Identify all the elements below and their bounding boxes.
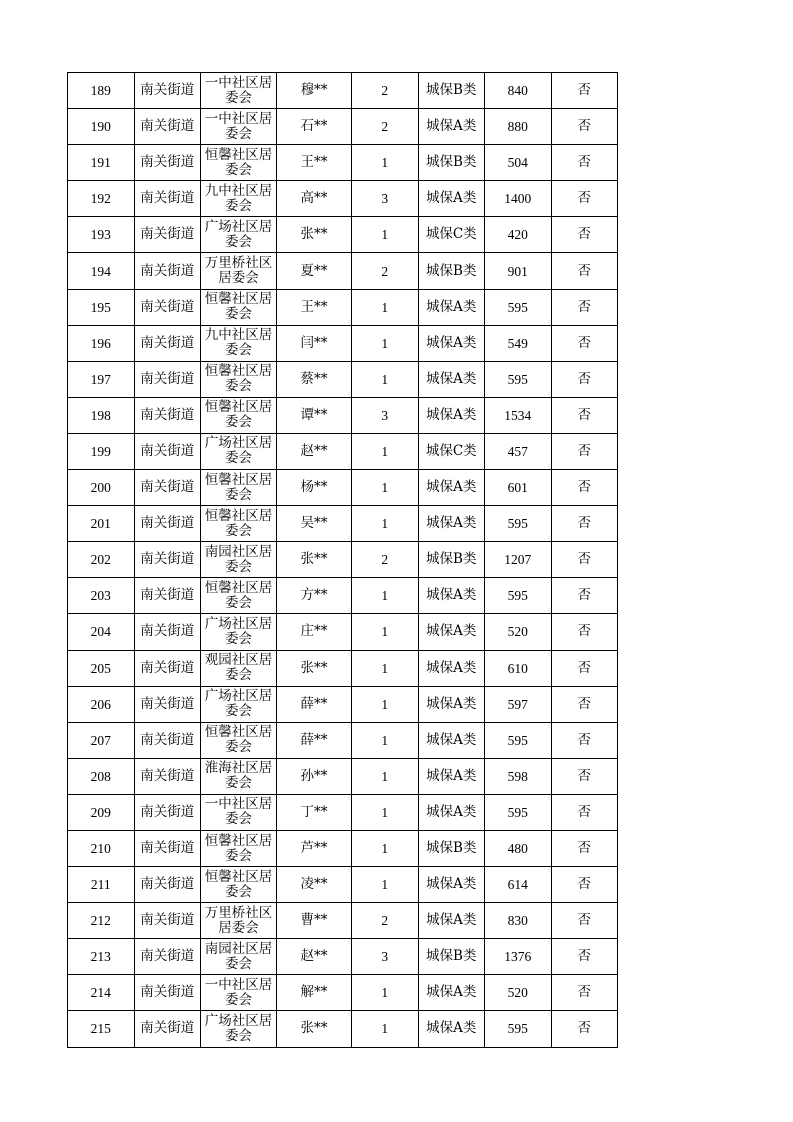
members-cell: 1 xyxy=(352,506,419,542)
amount-cell: 901 xyxy=(485,253,552,289)
members-cell: 3 xyxy=(352,397,419,433)
table-row xyxy=(68,289,618,325)
community-cell: 恒馨社区居委会 xyxy=(201,397,277,433)
category-cell: 城保A类 xyxy=(418,578,485,614)
row-number: 205 xyxy=(68,650,135,686)
street-cell: 南关街道 xyxy=(134,506,201,542)
members-cell: 1 xyxy=(352,867,419,903)
name-cell: 闫** xyxy=(277,325,352,361)
community-cell: 一中社区居委会 xyxy=(201,73,277,109)
amount-cell: 840 xyxy=(485,73,552,109)
amount-cell: 1534 xyxy=(485,397,552,433)
street-cell: 南关街道 xyxy=(134,867,201,903)
flag-cell: 否 xyxy=(551,361,618,397)
table-row xyxy=(68,975,618,1011)
members-cell: 2 xyxy=(352,73,419,109)
members-cell: 1 xyxy=(352,433,419,469)
amount-cell: 610 xyxy=(485,650,552,686)
amount-cell: 830 xyxy=(485,903,552,939)
table-row xyxy=(68,794,618,830)
name-cell: 高** xyxy=(277,181,352,217)
street-cell: 南关街道 xyxy=(134,650,201,686)
row-number: 195 xyxy=(68,289,135,325)
name-cell: 解** xyxy=(277,975,352,1011)
category-cell: 城保B类 xyxy=(418,73,485,109)
category-cell: 城保B类 xyxy=(418,939,485,975)
category-cell: 城保A类 xyxy=(418,614,485,650)
flag-cell: 否 xyxy=(551,758,618,794)
table-row xyxy=(68,253,618,289)
name-cell: 张** xyxy=(277,542,352,578)
table-row xyxy=(68,758,618,794)
row-number: 198 xyxy=(68,397,135,433)
table-row xyxy=(68,903,618,939)
amount-cell: 520 xyxy=(485,975,552,1011)
flag-cell: 否 xyxy=(551,470,618,506)
amount-cell: 601 xyxy=(485,470,552,506)
name-cell: 曹** xyxy=(277,903,352,939)
street-cell: 南关街道 xyxy=(134,542,201,578)
street-cell: 南关街道 xyxy=(134,939,201,975)
name-cell: 夏** xyxy=(277,253,352,289)
table-row xyxy=(68,325,618,361)
community-cell: 万里桥社区居委会 xyxy=(201,903,277,939)
table-row xyxy=(68,181,618,217)
name-cell: 方** xyxy=(277,578,352,614)
members-cell: 3 xyxy=(352,939,419,975)
amount-cell: 598 xyxy=(485,758,552,794)
amount-cell: 614 xyxy=(485,867,552,903)
category-cell: 城保A类 xyxy=(418,686,485,722)
street-cell: 南关街道 xyxy=(134,722,201,758)
street-cell: 南关街道 xyxy=(134,903,201,939)
community-cell: 广场社区居委会 xyxy=(201,686,277,722)
row-number: 207 xyxy=(68,722,135,758)
flag-cell: 否 xyxy=(551,939,618,975)
flag-cell: 否 xyxy=(551,614,618,650)
street-cell: 南关街道 xyxy=(134,614,201,650)
row-number: 189 xyxy=(68,73,135,109)
members-cell: 3 xyxy=(352,181,419,217)
row-number: 199 xyxy=(68,433,135,469)
row-number: 194 xyxy=(68,253,135,289)
members-cell: 1 xyxy=(352,686,419,722)
members-cell: 1 xyxy=(352,830,419,866)
row-number: 211 xyxy=(68,867,135,903)
table-row xyxy=(68,145,618,181)
table-row xyxy=(68,722,618,758)
category-cell: 城保A类 xyxy=(418,109,485,145)
row-number: 200 xyxy=(68,470,135,506)
members-cell: 1 xyxy=(352,470,419,506)
flag-cell: 否 xyxy=(551,289,618,325)
name-cell: 蔡** xyxy=(277,361,352,397)
community-cell: 广场社区居委会 xyxy=(201,614,277,650)
category-cell: 城保A类 xyxy=(418,650,485,686)
members-cell: 1 xyxy=(352,578,419,614)
community-cell: 一中社区居委会 xyxy=(201,794,277,830)
amount-cell: 595 xyxy=(485,506,552,542)
amount-cell: 597 xyxy=(485,686,552,722)
table-row xyxy=(68,542,618,578)
table-body xyxy=(68,73,618,1048)
category-cell: 城保A类 xyxy=(418,867,485,903)
row-number: 204 xyxy=(68,614,135,650)
community-cell: 广场社区居委会 xyxy=(201,217,277,253)
flag-cell: 否 xyxy=(551,73,618,109)
name-cell: 张** xyxy=(277,217,352,253)
amount-cell: 595 xyxy=(485,722,552,758)
name-cell: 王** xyxy=(277,289,352,325)
street-cell: 南关街道 xyxy=(134,830,201,866)
members-cell: 2 xyxy=(352,109,419,145)
amount-cell: 595 xyxy=(485,361,552,397)
category-cell: 城保A类 xyxy=(418,361,485,397)
amount-cell: 549 xyxy=(485,325,552,361)
category-cell: 城保A类 xyxy=(418,722,485,758)
category-cell: 城保A类 xyxy=(418,975,485,1011)
community-cell: 观园社区居委会 xyxy=(201,650,277,686)
name-cell: 谭** xyxy=(277,397,352,433)
street-cell: 南关街道 xyxy=(134,181,201,217)
members-cell: 1 xyxy=(352,975,419,1011)
amount-cell: 520 xyxy=(485,614,552,650)
category-cell: 城保A类 xyxy=(418,758,485,794)
flag-cell: 否 xyxy=(551,109,618,145)
row-number: 196 xyxy=(68,325,135,361)
table-row xyxy=(68,1011,618,1047)
street-cell: 南关街道 xyxy=(134,253,201,289)
members-cell: 1 xyxy=(352,325,419,361)
street-cell: 南关街道 xyxy=(134,361,201,397)
row-number: 193 xyxy=(68,217,135,253)
amount-cell: 1207 xyxy=(485,542,552,578)
name-cell: 吴** xyxy=(277,506,352,542)
table-row xyxy=(68,433,618,469)
amount-cell: 420 xyxy=(485,217,552,253)
row-number: 202 xyxy=(68,542,135,578)
street-cell: 南关街道 xyxy=(134,794,201,830)
street-cell: 南关街道 xyxy=(134,686,201,722)
flag-cell: 否 xyxy=(551,397,618,433)
category-cell: 城保B类 xyxy=(418,542,485,578)
table-row xyxy=(68,867,618,903)
row-number: 209 xyxy=(68,794,135,830)
community-cell: 广场社区居委会 xyxy=(201,433,277,469)
street-cell: 南关街道 xyxy=(134,578,201,614)
row-number: 203 xyxy=(68,578,135,614)
street-cell: 南关街道 xyxy=(134,397,201,433)
members-cell: 2 xyxy=(352,542,419,578)
category-cell: 城保C类 xyxy=(418,433,485,469)
row-number: 206 xyxy=(68,686,135,722)
flag-cell: 否 xyxy=(551,686,618,722)
members-cell: 1 xyxy=(352,361,419,397)
street-cell: 南关街道 xyxy=(134,470,201,506)
community-cell: 恒馨社区居委会 xyxy=(201,578,277,614)
community-cell: 恒馨社区居委会 xyxy=(201,145,277,181)
name-cell: 丁** xyxy=(277,794,352,830)
table-row xyxy=(68,614,618,650)
name-cell: 薛** xyxy=(277,686,352,722)
amount-cell: 595 xyxy=(485,1011,552,1047)
category-cell: 城保A类 xyxy=(418,325,485,361)
amount-cell: 595 xyxy=(485,578,552,614)
street-cell: 南关街道 xyxy=(134,433,201,469)
amount-cell: 457 xyxy=(485,433,552,469)
amount-cell: 595 xyxy=(485,289,552,325)
category-cell: 城保A类 xyxy=(418,289,485,325)
flag-cell: 否 xyxy=(551,542,618,578)
flag-cell: 否 xyxy=(551,325,618,361)
members-cell: 2 xyxy=(352,253,419,289)
flag-cell: 否 xyxy=(551,650,618,686)
members-cell: 1 xyxy=(352,1011,419,1047)
row-number: 197 xyxy=(68,361,135,397)
street-cell: 南关街道 xyxy=(134,975,201,1011)
row-number: 213 xyxy=(68,939,135,975)
members-cell: 1 xyxy=(352,217,419,253)
category-cell: 城保A类 xyxy=(418,794,485,830)
flag-cell: 否 xyxy=(551,253,618,289)
flag-cell: 否 xyxy=(551,433,618,469)
name-cell: 凌** xyxy=(277,867,352,903)
table-row xyxy=(68,830,618,866)
name-cell: 张** xyxy=(277,1011,352,1047)
members-cell: 1 xyxy=(352,289,419,325)
category-cell: 城保A类 xyxy=(418,470,485,506)
community-cell: 淮海社区居委会 xyxy=(201,758,277,794)
street-cell: 南关街道 xyxy=(134,217,201,253)
members-cell: 2 xyxy=(352,903,419,939)
flag-cell: 否 xyxy=(551,181,618,217)
name-cell: 杨** xyxy=(277,470,352,506)
category-cell: 城保A类 xyxy=(418,506,485,542)
community-cell: 恒馨社区居委会 xyxy=(201,361,277,397)
table-row xyxy=(68,73,618,109)
community-cell: 一中社区居委会 xyxy=(201,109,277,145)
members-cell: 1 xyxy=(352,145,419,181)
category-cell: 城保B类 xyxy=(418,145,485,181)
members-cell: 1 xyxy=(352,614,419,650)
members-cell: 1 xyxy=(352,758,419,794)
amount-cell: 480 xyxy=(485,830,552,866)
name-cell: 庄** xyxy=(277,614,352,650)
street-cell: 南关街道 xyxy=(134,73,201,109)
flag-cell: 否 xyxy=(551,975,618,1011)
row-number: 190 xyxy=(68,109,135,145)
table-row xyxy=(68,939,618,975)
community-cell: 恒馨社区居委会 xyxy=(201,506,277,542)
name-cell: 王** xyxy=(277,145,352,181)
flag-cell: 否 xyxy=(551,145,618,181)
flag-cell: 否 xyxy=(551,867,618,903)
row-number: 201 xyxy=(68,506,135,542)
flag-cell: 否 xyxy=(551,578,618,614)
community-cell: 恒馨社区居委会 xyxy=(201,722,277,758)
flag-cell: 否 xyxy=(551,903,618,939)
table-row xyxy=(68,578,618,614)
community-cell: 恒馨社区居委会 xyxy=(201,830,277,866)
amount-cell: 1400 xyxy=(485,181,552,217)
community-cell: 九中社区居委会 xyxy=(201,325,277,361)
name-cell: 穆** xyxy=(277,73,352,109)
community-cell: 恒馨社区居委会 xyxy=(201,470,277,506)
community-cell: 恒馨社区居委会 xyxy=(201,289,277,325)
row-number: 192 xyxy=(68,181,135,217)
amount-cell: 1376 xyxy=(485,939,552,975)
flag-cell: 否 xyxy=(551,794,618,830)
flag-cell: 否 xyxy=(551,1011,618,1047)
row-number: 214 xyxy=(68,975,135,1011)
row-number: 191 xyxy=(68,145,135,181)
name-cell: 芦** xyxy=(277,830,352,866)
members-cell: 1 xyxy=(352,794,419,830)
row-number: 210 xyxy=(68,830,135,866)
flag-cell: 否 xyxy=(551,830,618,866)
street-cell: 南关街道 xyxy=(134,1011,201,1047)
members-cell: 1 xyxy=(352,722,419,758)
category-cell: 城保A类 xyxy=(418,903,485,939)
table-row xyxy=(68,650,618,686)
street-cell: 南关街道 xyxy=(134,758,201,794)
category-cell: 城保B类 xyxy=(418,253,485,289)
community-cell: 九中社区居委会 xyxy=(201,181,277,217)
community-cell: 南园社区居委会 xyxy=(201,542,277,578)
table-row xyxy=(68,109,618,145)
flag-cell: 否 xyxy=(551,217,618,253)
name-cell: 薛** xyxy=(277,722,352,758)
name-cell: 张** xyxy=(277,650,352,686)
amount-cell: 504 xyxy=(485,145,552,181)
flag-cell: 否 xyxy=(551,506,618,542)
category-cell: 城保B类 xyxy=(418,830,485,866)
row-number: 215 xyxy=(68,1011,135,1047)
community-cell: 恒馨社区居委会 xyxy=(201,867,277,903)
table-row xyxy=(68,397,618,433)
name-cell: 赵** xyxy=(277,939,352,975)
flag-cell: 否 xyxy=(551,722,618,758)
category-cell: 城保A类 xyxy=(418,397,485,433)
name-cell: 石** xyxy=(277,109,352,145)
community-cell: 南园社区居委会 xyxy=(201,939,277,975)
amount-cell: 595 xyxy=(485,794,552,830)
amount-cell: 880 xyxy=(485,109,552,145)
name-cell: 孙** xyxy=(277,758,352,794)
street-cell: 南关街道 xyxy=(134,325,201,361)
table-row xyxy=(68,470,618,506)
name-cell: 赵** xyxy=(277,433,352,469)
row-number: 208 xyxy=(68,758,135,794)
street-cell: 南关街道 xyxy=(134,289,201,325)
row-number: 212 xyxy=(68,903,135,939)
street-cell: 南关街道 xyxy=(134,109,201,145)
table-row xyxy=(68,506,618,542)
record-table xyxy=(67,72,618,1048)
table-row xyxy=(68,686,618,722)
category-cell: 城保A类 xyxy=(418,1011,485,1047)
members-cell: 1 xyxy=(352,650,419,686)
street-cell: 南关街道 xyxy=(134,145,201,181)
table-row xyxy=(68,361,618,397)
category-cell: 城保C类 xyxy=(418,217,485,253)
community-cell: 广场社区居委会 xyxy=(201,1011,277,1047)
community-cell: 万里桥社区居委会 xyxy=(201,253,277,289)
category-cell: 城保A类 xyxy=(418,181,485,217)
table-row xyxy=(68,217,618,253)
community-cell: 一中社区居委会 xyxy=(201,975,277,1011)
